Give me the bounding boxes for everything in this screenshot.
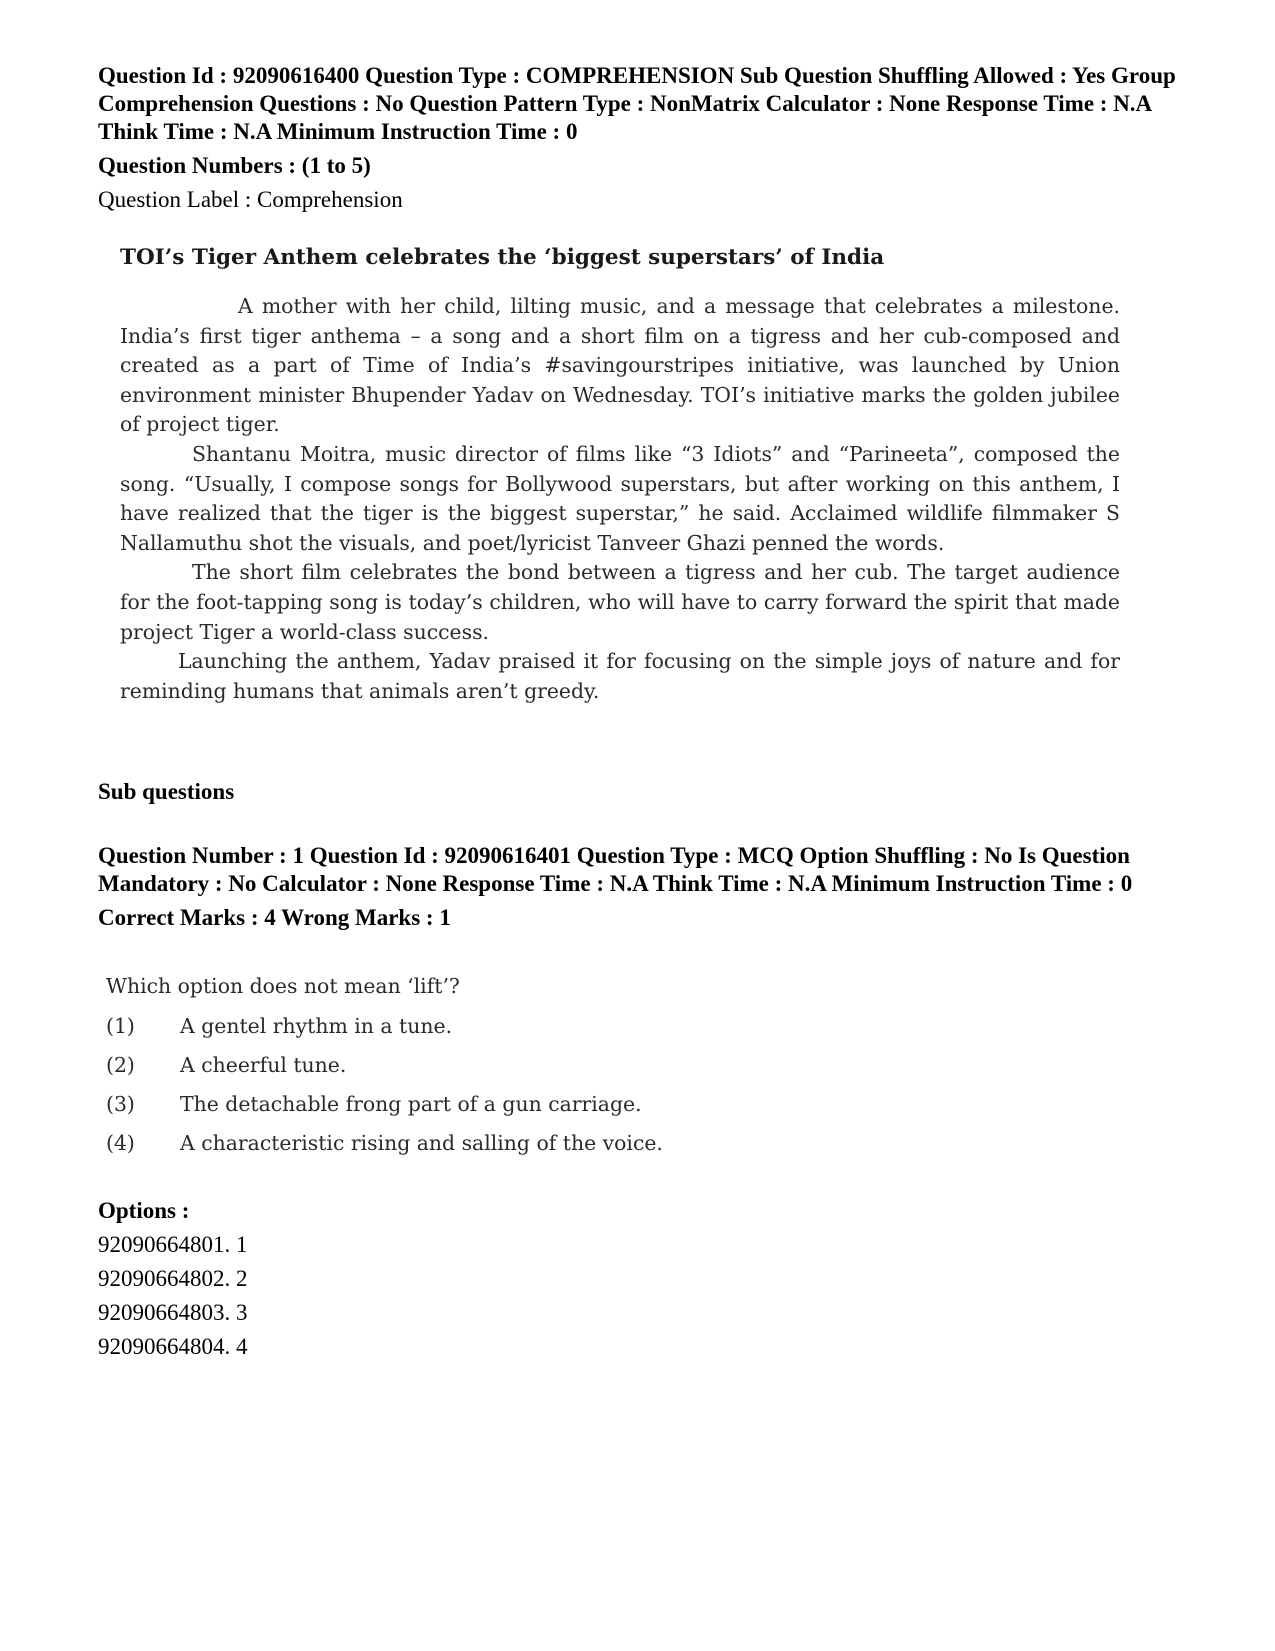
page: [98, 62, 1178, 1361]
passage-paragraph: A mother with her child, lilting music, and a message that celebrates a milestone. India’s first tiger anthema – a song and a short film on a tigress and her cub-composed and created as a part of Time of India’s #savingourstripes initiative, was launched by Union environment minister Bhupender Yadav on Wednesday. TOI’s initiative marks the golden jubilee of project tiger.: [120, 294, 1120, 437]
choice-item: [106, 1129, 1178, 1157]
sub-questions-heading: Sub questions: [98, 779, 235, 805]
passage-paragraph: Shantanu Moitra, music director of films like “3 Idiots” and “Parineeta”, composed the song. “Usually, I compose songs for Bollywood superstars, but after working on this anthem, I have realized that the tiger is the biggest superstar,” he said. Acclaimed wildlife filmmaker S Nallamuthu shot the visuals, and poet/lyricist Tanveer Ghazi penned the words.: [120, 441, 1120, 555]
choice-text: A gentel rhythm in a tune.: [180, 1014, 453, 1039]
option-line: 92090664804. 4: [98, 1334, 248, 1360]
choice-number: (3): [106, 1092, 135, 1117]
passage-paragraph: The short film celebrates the bond between a tigress and her cub. The target audience for the foot-tapping song is today’s children, who will have to carry forward the spirit that made project Tiger a world-class success.: [120, 560, 1120, 644]
choice-number: (1): [106, 1014, 135, 1039]
question-text: Which option does not mean ‘lift’?: [106, 974, 460, 999]
choice-number: (4): [106, 1131, 135, 1156]
choice-item: [106, 1012, 1178, 1040]
choice-text: A cheerful tune.: [180, 1053, 347, 1078]
question-body: [106, 972, 1178, 1157]
choice-text: The detachable frong part of a gun carriage.: [180, 1092, 642, 1117]
passage-title: TOI’s Tiger Anthem celebrates the ‘biggest superstars’ of India: [120, 245, 885, 270]
option-line: 92090664802. 2: [98, 1266, 248, 1292]
choice-text: A characteristic rising and salling of the voice.: [180, 1131, 663, 1156]
options-heading: Options :: [98, 1198, 190, 1224]
question-label: Question Label : Comprehension: [98, 187, 403, 212]
passage-paragraph: Launching the anthem, Yadav praised it for focusing on the simple joys of nature and for reminding humans that animals aren’t greedy.: [120, 649, 1120, 703]
choice-number: (2): [106, 1053, 135, 1078]
comprehension-passage: [120, 244, 1120, 706]
marks-info: Correct Marks : 4 Wrong Marks : 1: [98, 905, 451, 931]
sub-question-meta: Question Number : 1 Question Id : 92090616401 Question Type : MCQ Option Shuffling : No Is Question Mandatory : No Calculator : None Response Time : N.A Think Time : N.A Minimum Instruction Time : 0: [98, 843, 1133, 897]
option-line: 92090664801. 1: [98, 1232, 248, 1258]
choice-item: [106, 1051, 1178, 1079]
option-line: 92090664803. 3: [98, 1300, 248, 1326]
choice-item: [106, 1090, 1178, 1118]
question-numbers: Question Numbers : (1 to 5): [98, 153, 371, 178]
question-meta: Question Id : 92090616400 Question Type : COMPREHENSION Sub Question Shuffling Allowed : Yes Group Comprehension Questions : No Question Pattern Type : NonMatrix Calculator : None Response Time : N.A Think Time : N.A Minimum Instruction Time : 0: [98, 63, 1176, 144]
